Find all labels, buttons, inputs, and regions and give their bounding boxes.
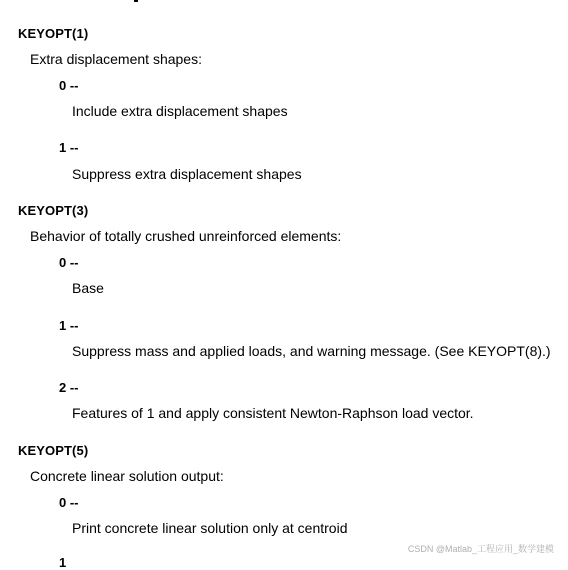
keyopt-5-heading: KEYOPT(5) [18,443,89,458]
keyopt-1-option-0-text: Include extra displacement shapes [72,103,288,119]
keyopt-1-option-0-value: 0 -- [59,78,79,93]
keyopt-1-heading: KEYOPT(1) [18,26,89,41]
keyopt-3-heading: KEYOPT(3) [18,203,89,218]
keyopt-3-option-2-value: 2 -- [59,380,79,395]
keyopt-3-option-1-text: Suppress mass and applied loads, and warning message. (See KEYOPT(8).) [72,343,551,359]
keyopt-5-option-1-value: 1 [59,555,67,570]
keyopt-3-option-1-value: 1 -- [59,318,79,333]
clipped-glyph [134,0,138,2]
keyopt-3-option-0-value: 0 -- [59,255,79,270]
keyopt-5-option-0-text: Print concrete linear solution only at centroid [72,520,348,536]
keyopt-5-description: Concrete linear solution output: [30,468,224,484]
keyopt-3-option-0-text: Base [72,280,104,296]
keyopt-1-option-1-text: Suppress extra displacement shapes [72,166,302,182]
keyopt-1-description: Extra displacement shapes: [30,51,202,67]
watermark-text: CSDN @Matlab_工程应用_数学建模 [407,544,554,554]
keyopt-3-description: Behavior of totally crushed unreinforced elements: [30,228,342,244]
keyopt-1-option-1-value: 1 -- [59,140,79,155]
keyopt-3-option-2-text: Features of 1 and apply consistent Newton-Raphson load vector. [72,405,474,421]
keyopt-5-option-0-value: 0 -- [59,495,79,510]
